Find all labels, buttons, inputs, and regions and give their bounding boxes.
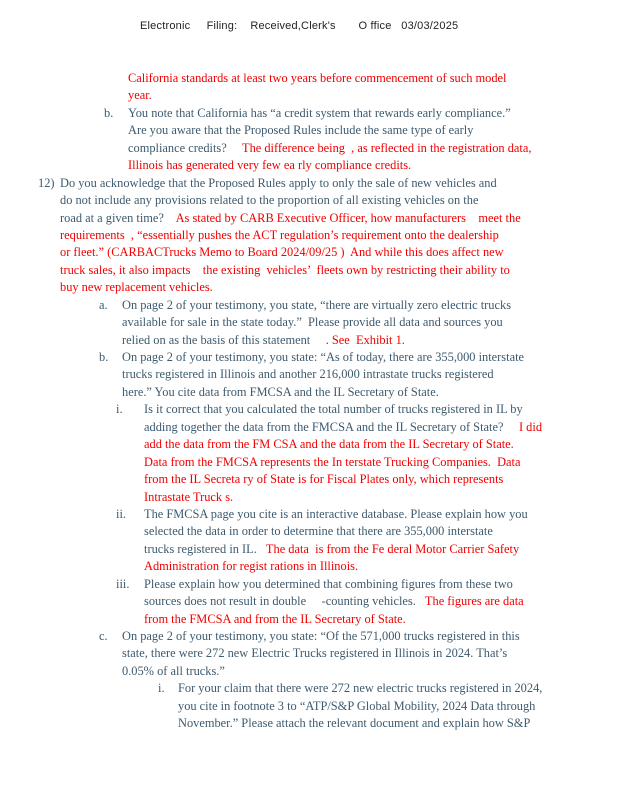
text-line — [128, 105, 618, 122]
question-text-segment: November.” Please attach the relevant document and explain how S&P — [178, 716, 531, 731]
list-marker: i. — [158, 681, 165, 696]
text-line — [122, 349, 618, 366]
text-line — [122, 628, 618, 645]
question-text-segment: Please explain how you determined that combining figures from these two — [144, 576, 513, 591]
list-item-12b — [0, 349, 618, 401]
answer-text-segment: truck sales, it also impacts the existing vehicles’ fleets own by restricting their ability to — [60, 262, 510, 277]
text-line — [60, 192, 618, 209]
text-line — [144, 436, 618, 453]
answer-text-segment: . See Exhibit 1. — [310, 332, 405, 347]
question-text-segment: trucks registered in IL. — [144, 541, 257, 556]
text-line — [144, 506, 618, 523]
question-text-segment: relied on as the basis of this statement — [122, 332, 311, 347]
text-line — [144, 471, 618, 488]
answer-text-segment: Intrastate Truck s. — [144, 489, 234, 504]
question-text-segment: Is it correct that you calculated the total number of trucks registered in IL by — [144, 402, 523, 417]
text-line — [60, 210, 618, 227]
text-line — [144, 419, 618, 436]
question-text-segment: On page 2 of your testimony, you state, “there are virtually zero electric trucks — [122, 297, 512, 312]
question-text-segment: On page 2 of your testimony, you state: “As of today, there are 355,000 interstate — [122, 350, 525, 364]
question-text-segment: here.” You cite data from FMCSA and the IL Secretary of State. — [122, 384, 439, 399]
text-line — [178, 715, 618, 732]
question-text-segment: sources does not result in double -counting vehicles. — [144, 594, 416, 609]
text-line — [144, 523, 618, 540]
text-line — [144, 558, 618, 575]
text-line — [122, 663, 618, 680]
text-line — [60, 175, 618, 192]
list-item-b-early-compliance — [0, 105, 618, 175]
text-line — [144, 489, 618, 506]
continuation-paragraph — [0, 70, 618, 105]
list-item-12b-iii — [0, 576, 618, 628]
list-item-12b-i — [0, 401, 618, 506]
question-text-segment: compliance credits? — [128, 140, 227, 155]
answer-text-segment: As stated by CARB Executive Officer, how manufacturers meet the — [163, 210, 521, 225]
list-marker: a. — [99, 297, 108, 312]
question-text-segment: you cite in footnote 3 to “ATP/S&P Global Mobility, 2024 Data through — [178, 698, 536, 713]
list-marker: b. — [99, 350, 109, 364]
answer-text-segment: or fleet.” (CARBACTrucks Memo to Board 2024/09/25 ) And while this does affect new — [60, 245, 504, 260]
answer-text-segment: Administration for regist rations in Illinois. — [144, 559, 359, 574]
question-text-segment: You note that California has “a credit system that rewards early compliance.” — [128, 105, 511, 120]
efiling-stamp: Electronic Filing: Received,Clerk's O ffice 03/03/2025 — [140, 20, 459, 32]
list-marker: b. — [104, 105, 114, 120]
text-line — [144, 611, 618, 628]
question-text-segment: road at a given time? — [60, 210, 164, 225]
question-text-segment: state, there were 272 new Electric Trucks registered in Illinois in 2024. That’s — [122, 646, 508, 661]
list-item-12a — [0, 297, 618, 349]
text-line — [144, 576, 618, 593]
text-line — [144, 454, 618, 471]
list-item-12c — [0, 628, 618, 680]
text-line — [144, 541, 618, 558]
answer-text-segment: The difference being , as reflected in the registration data, — [226, 140, 532, 155]
question-text-segment: adding together the data from the FMCSA and the IL Secretary of State? — [144, 419, 504, 434]
answer-text-segment: from the FMCSA and from the IL Secretary of State. — [144, 611, 406, 626]
answer-text-segment: requirements , “essentially pushes the ACT regulation’s requirement onto the dealership — [60, 227, 499, 242]
document-body — [0, 70, 618, 733]
question-text-segment: Do you acknowledge that the Proposed Rules apply to only the sale of new vehicles and — [60, 175, 497, 190]
answer-text-segment: add the data from the FM CSA and the data from the IL Secretary of State. — [144, 437, 514, 452]
question-text-segment: Are you aware that the Proposed Rules include the same type of early — [128, 123, 474, 138]
list-item-12b-ii — [0, 506, 618, 576]
text-line — [122, 384, 618, 401]
text-line — [60, 279, 618, 296]
answer-text-segment: Data from the FMCSA represents the In terstate Trucking Companies. Data — [144, 454, 521, 469]
text-line — [128, 70, 618, 87]
question-text-segment: The FMCSA page you cite is an interactive database. Please explain how you — [144, 506, 528, 521]
question-text-segment: do not include any provisions related to the proportion of all existing vehicles on the — [60, 193, 479, 208]
list-marker: ii. — [116, 506, 126, 521]
answer-text-segment: California standards at least two years before commencement of such model — [128, 71, 507, 85]
list-marker: 12) — [38, 175, 55, 190]
list-item-12 — [0, 175, 618, 297]
answer-text-segment: year. — [128, 88, 152, 103]
question-text-segment: available for sale in the state today.” Please provide all data and sources you — [122, 315, 503, 330]
answer-text-segment: I did — [503, 419, 543, 434]
answer-text-segment: The figures are data — [415, 594, 524, 609]
question-text-segment: For your claim that there were 272 new electric trucks registered in 2024, — [178, 681, 543, 696]
question-text-segment: trucks registered in Illinois and another 216,000 intrastate trucks registered — [122, 367, 494, 382]
answer-text-segment: buy new replacement vehicles. — [60, 280, 213, 295]
text-line — [60, 227, 618, 244]
text-line — [122, 297, 618, 314]
text-line — [60, 262, 618, 279]
text-line — [128, 140, 618, 157]
list-marker: iii. — [116, 576, 130, 591]
question-text-segment: selected the data in order to determine that there are 355,000 interstate — [144, 524, 493, 539]
answer-text-segment: from the IL Secreta ry of State is for Fiscal Plates only, which represents — [144, 472, 504, 487]
question-text-segment: 0.05% of all trucks.” — [122, 663, 225, 678]
text-line — [122, 366, 618, 383]
text-line — [144, 401, 618, 418]
text-line — [128, 87, 618, 104]
list-item-12c-i — [0, 680, 618, 732]
text-line — [178, 698, 618, 715]
question-text-segment: On page 2 of your testimony, you state: “Of the 571,000 trucks registered in this — [122, 629, 520, 643]
text-line — [178, 680, 618, 697]
list-marker: i. — [116, 402, 123, 417]
text-line — [122, 314, 618, 331]
list-marker: c. — [99, 629, 108, 643]
text-line — [128, 157, 618, 174]
answer-text-segment: The data is from the Fe deral Motor Carrier Safety — [256, 541, 520, 556]
text-line — [122, 645, 618, 662]
text-line — [144, 593, 618, 610]
answer-text-segment: Illinois has generated very few ea rly compliance credits. — [128, 158, 412, 173]
text-line — [122, 332, 618, 349]
text-line — [128, 122, 618, 139]
text-line — [60, 244, 618, 261]
